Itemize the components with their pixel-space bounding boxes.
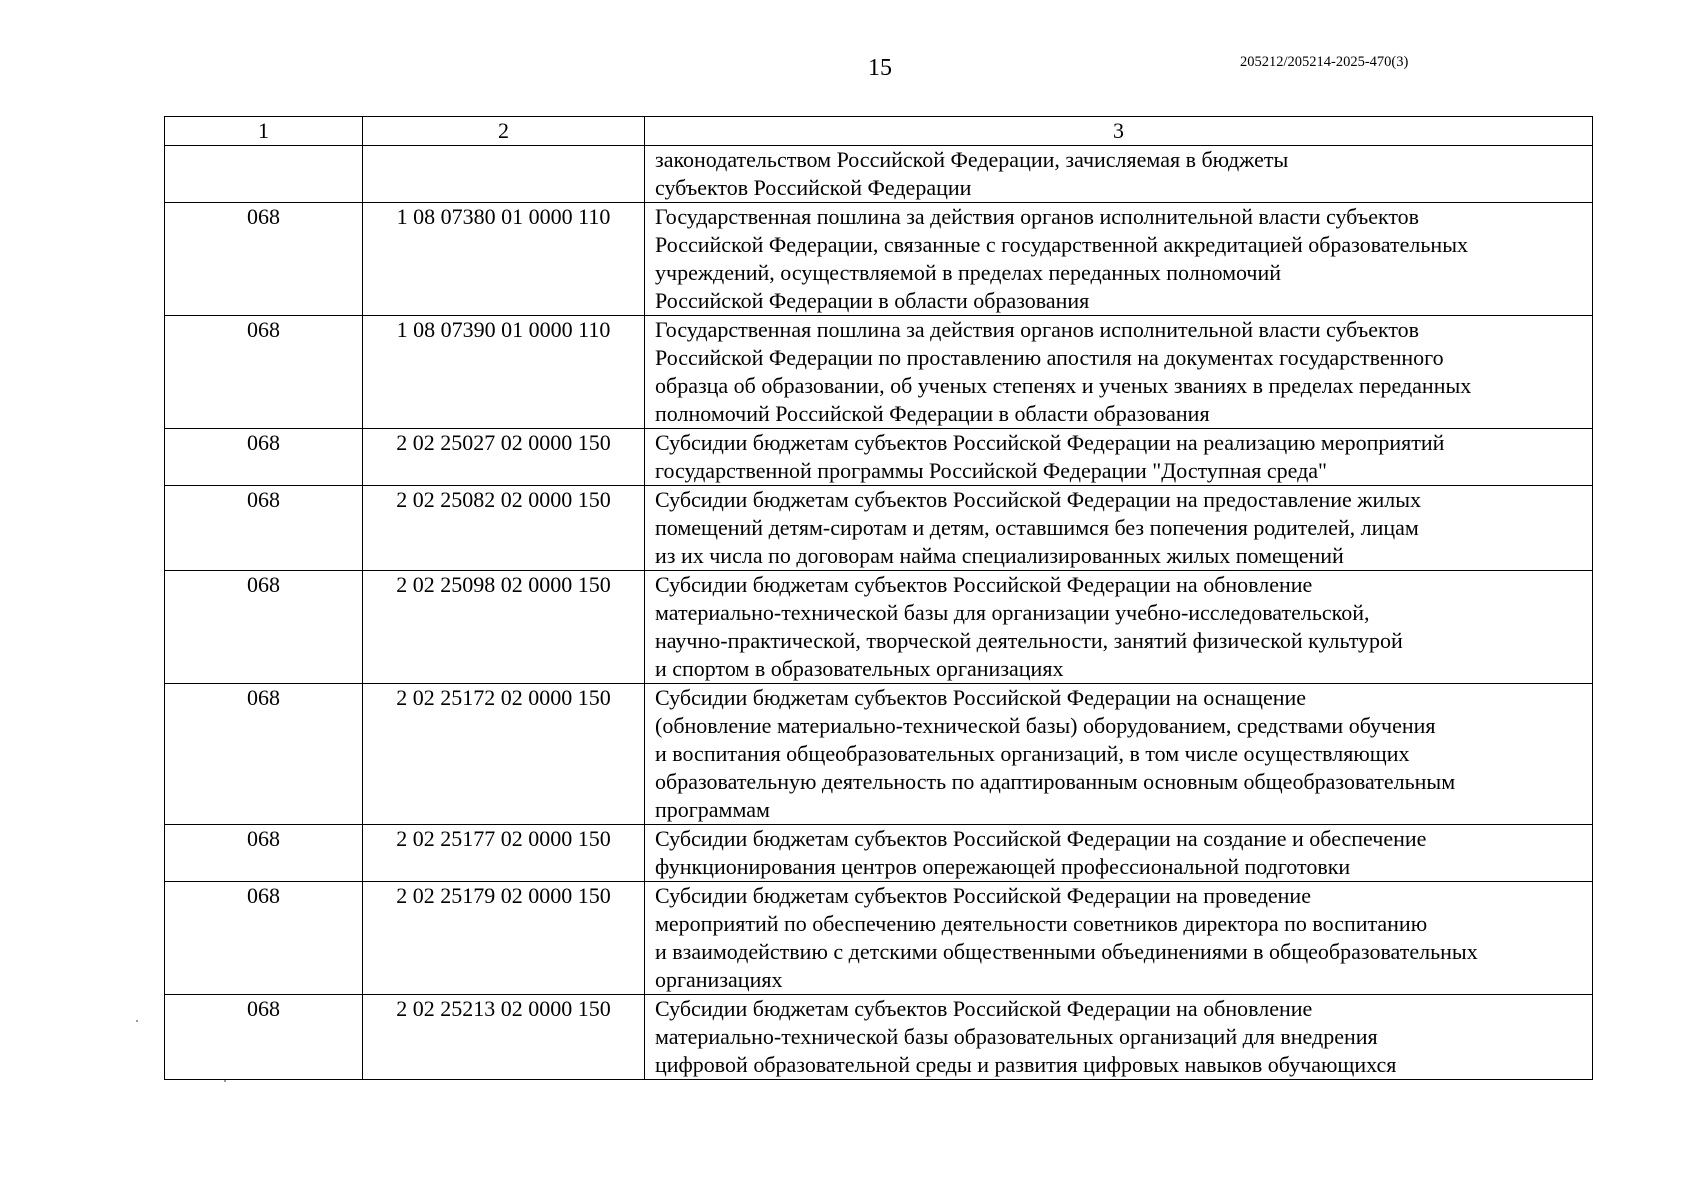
budget-code-cell: 2 02 25027 02 0000 150: [363, 429, 645, 486]
table-row: [165, 882, 1593, 995]
scan-speck: [136, 1020, 138, 1022]
admin-code-cell: 068: [165, 571, 363, 684]
table-row: [165, 203, 1593, 316]
description-cell: Субсидии бюджетам субъектов Российской Федерации на реализацию мероприятий государственной программы Российской Федерации "Доступная среда": [645, 429, 1593, 486]
admin-code-cell: 068: [165, 486, 363, 571]
description-cell: Субсидии бюджетам субъектов Российской Федерации на проведение мероприятий по обеспечению деятельности советников директора по воспитанию и взаимодействию с детскими общественными объединениями в общеобразовательных организациях: [645, 882, 1593, 995]
description-cell: Государственная пошлина за действия органов исполнительной власти субъектов Российской Федерации, связанные с государственной аккредитацией образовательных учреждений, осуществляемой в пределах переданных полномочий Российской Федерации в области образования: [645, 203, 1593, 316]
table-header-row: [165, 117, 1593, 146]
scan-speck: [224, 1080, 226, 1082]
budget-code-cell: 2 02 25213 02 0000 150: [363, 995, 645, 1080]
description-cell: Субсидии бюджетам субъектов Российской Федерации на предоставление жилых помещений детям-сиротам и детям, оставшимся без попечения родителей, лицам из их числа по договорам найма специализированных жилых помещений: [645, 486, 1593, 571]
description-cell: Государственная пошлина за действия органов исполнительной власти субъектов Российской Федерации по проставлению апостиля на документах государственного образца об образовании, об ученых степенях и ученых званиях в пределах переданных полномочий Российской Федерации в области образования: [645, 316, 1593, 429]
column-header-1: 1: [165, 117, 363, 146]
table-row: [165, 146, 1593, 203]
description-cell: законодательством Российской Федерации, зачисляемая в бюджеты субъектов Российской Федерации: [645, 146, 1593, 203]
budget-code-cell: 2 02 25179 02 0000 150: [363, 882, 645, 995]
table-row: [165, 316, 1593, 429]
description-cell: Субсидии бюджетам субъектов Российской Федерации на обновление материально-технической базы для организации учебно-исследовательской, научно-практической, творческой деятельности, занятий физической культурой и спортом в образовательных организациях: [645, 571, 1593, 684]
budget-code-cell: 2 02 25098 02 0000 150: [363, 571, 645, 684]
admin-code-cell: 068: [165, 316, 363, 429]
admin-code-cell: 068: [165, 995, 363, 1080]
budget-code-cell: 1 08 07380 01 0000 110: [363, 203, 645, 316]
table-row: [165, 825, 1593, 882]
admin-code-cell: 068: [165, 825, 363, 882]
column-header-2: 2: [363, 117, 645, 146]
budget-code-cell: 1 08 07390 01 0000 110: [363, 316, 645, 429]
table-row: [165, 571, 1593, 684]
description-cell: Субсидии бюджетам субъектов Российской Федерации на оснащение (обновление материально-технической базы) оборудованием, средствами обучения и воспитания общеобразовательных организаций, в том числе осуществляющих образовательную деятельность по адаптированным основным общеобразовательным программам: [645, 684, 1593, 825]
budget-code-cell: 2 02 25082 02 0000 150: [363, 486, 645, 571]
budget-code-cell: 2 02 25172 02 0000 150: [363, 684, 645, 825]
table-row: [165, 429, 1593, 486]
document-code: 205212/205214-2025-470(3): [1240, 54, 1409, 70]
admin-code-cell: 068: [165, 429, 363, 486]
admin-code-cell: [165, 146, 363, 203]
table-row: [165, 486, 1593, 571]
admin-code-cell: 068: [165, 882, 363, 995]
budget-code-cell: [363, 146, 645, 203]
budget-codes-table: [164, 116, 1593, 1080]
table-row: [165, 995, 1593, 1080]
column-header-3: 3: [645, 117, 1593, 146]
admin-code-cell: 068: [165, 684, 363, 825]
budget-code-cell: 2 02 25177 02 0000 150: [363, 825, 645, 882]
description-cell: Субсидии бюджетам субъектов Российской Федерации на обновление материально-технической базы образовательных организаций для внедрения цифровой образовательной среды и развития цифровых навыков обучающихся: [645, 995, 1593, 1080]
admin-code-cell: 068: [165, 203, 363, 316]
page-number: 15: [868, 55, 892, 81]
description-cell: Субсидии бюджетам субъектов Российской Федерации на создание и обеспечение функционирования центров опережающей профессиональной подготовки: [645, 825, 1593, 882]
table-row: [165, 684, 1593, 825]
